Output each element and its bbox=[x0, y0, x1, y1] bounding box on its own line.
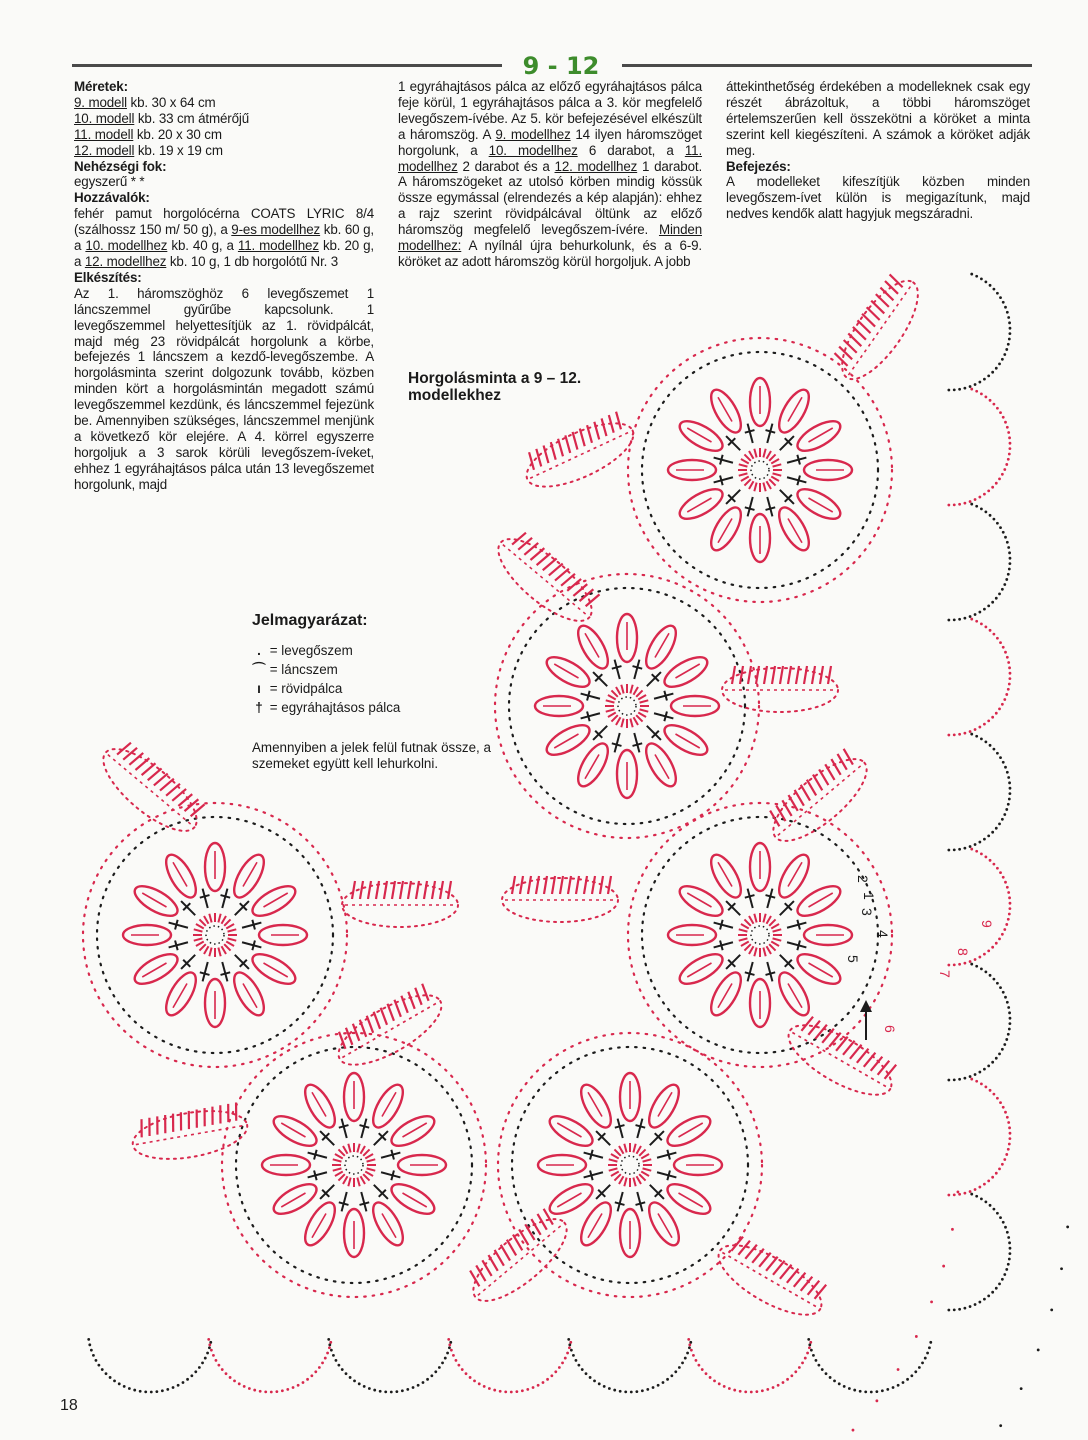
legend-item: . = levegőszem bbox=[252, 641, 400, 660]
leaf-motif bbox=[486, 524, 604, 634]
round-label: 7 bbox=[937, 970, 953, 978]
difficulty-value: egyszerű * * bbox=[74, 174, 145, 190]
page-number: 18 bbox=[60, 1397, 78, 1414]
round-label: 8 bbox=[955, 948, 971, 956]
round-label: 5 bbox=[845, 955, 861, 963]
leaf-motif bbox=[709, 1230, 832, 1328]
preparation-text: Az 1. háromszöghöz 6 levegőszemet 1 láncszemmel gyűrűbe kapcsolunk. 1 levegőszemmel helyettesítjük az 1. rövidpálcát, majd még 23 rövidpálcát horgolunk a körbe, befejezés 1 láncszem a kezdő-levegőszembe. A horgolásminta szerint dolgozunk tovább, közben minden kört a horgolásmintán megadott számú levegőszemmel kezdünk, és láncszemmel fejezünk be. Amennyiben szükséges, láncszemmel menjünk a következő kör elejére. A 4. körrel egyszerre horgoljuk a 3 sarok körüli levegőszem-íveket, ehhez 1 egyráhajtásos pálca után 13 levegőszemet horgolunk, majd bbox=[74, 285, 374, 492]
meretek-heading: Méretek: bbox=[74, 79, 128, 94]
round-label: 3 bbox=[859, 908, 875, 916]
leaf-motif bbox=[91, 734, 209, 844]
legend-item: ⌒ = láncszem bbox=[252, 662, 338, 677]
flower-motif bbox=[498, 1033, 762, 1297]
materials-text: fehér pamut horgolócérna COATS LYRIC 8/4 (szálhossz 150 m/ 50 g), a 9-es modellhez kb. 60 g, a 10. modellhez kb. 40 g, a 11. modellhez kb. 20 g, a 12. modellhez kb. 10 g, 1 db horgolótű Nr. 3 bbox=[74, 206, 374, 269]
round-label: 1 bbox=[861, 892, 877, 900]
legend bbox=[252, 641, 400, 717]
flower-motif bbox=[495, 574, 759, 838]
chain-stitch-icon: . bbox=[257, 643, 261, 658]
flower-motif bbox=[628, 803, 892, 1067]
difficulty-heading: Nehézségi fok: bbox=[74, 158, 167, 174]
leaf-motif bbox=[342, 881, 458, 927]
flower-motif bbox=[83, 803, 347, 1067]
double-crochet-icon: † bbox=[255, 700, 263, 715]
round-label: 6 bbox=[882, 1025, 898, 1033]
round-label: 4 bbox=[875, 930, 891, 938]
triangle-motifs bbox=[83, 269, 931, 1328]
size-row: 11. modell kb. 20 x 30 cm bbox=[74, 126, 222, 142]
size-row: 12. modell kb. 19 x 19 cm bbox=[74, 142, 223, 158]
finish-heading: Befejezés: bbox=[726, 158, 791, 174]
leaf-motif bbox=[517, 409, 642, 500]
legend-item: ı = rövidpálca bbox=[252, 679, 400, 698]
overview-text: áttekinthetőség érdekében a modelleknek csak egy részét ábrázoltuk, a többi háromszöget értelemszerűen kell összekötni a köröket a minta szerint kell kiegészíteni. A számok a köröket adják meg. bbox=[726, 79, 1030, 158]
chart-title: Horgolásminta a 9 – 12. modellekhez bbox=[408, 370, 582, 404]
round-label: 9 bbox=[979, 920, 995, 928]
legend-title: Jelmagyarázat: bbox=[252, 612, 368, 629]
flower-motif bbox=[628, 338, 892, 602]
legend-note: Amennyiben a jelek felül futnak össze, a szemeket együtt kell lehurkolni. bbox=[252, 740, 491, 771]
flower-motif bbox=[222, 1033, 486, 1297]
single-crochet-icon: ı bbox=[257, 681, 261, 696]
size-row: 10. modell kb. 33 cm átmérőjű bbox=[74, 110, 250, 126]
size-row: 9. modell kb. 30 x 64 cm bbox=[74, 94, 216, 110]
preparation-heading: Elkészítés: bbox=[74, 269, 142, 285]
slip-stitch-icon: ⌒ bbox=[252, 662, 266, 677]
leaf-motif bbox=[760, 744, 878, 854]
round-label: 2 bbox=[855, 875, 871, 883]
leaf-motif bbox=[460, 1204, 578, 1314]
round-labels bbox=[845, 875, 995, 1040]
finish-text: A modelleket kifeszítjük közben minden levegőszem-ívet külön is megigazítunk, majd nedves kendők alatt hagyjuk megszáradni. bbox=[726, 174, 1030, 222]
materials-heading: Hozzávalók: bbox=[74, 190, 150, 206]
leaf-motif bbox=[827, 269, 931, 390]
leaf-motif bbox=[502, 876, 618, 922]
leaf-motif bbox=[328, 980, 451, 1078]
page-title: 9 - 12 bbox=[522, 52, 600, 80]
chain-stitch-dots bbox=[87, 273, 1069, 1440]
legend-item: † = egyráhajtásos pálca bbox=[252, 698, 400, 717]
instructions-text: 1 egyráhajtásos pálca az előző egyráhajtásos pálca feje körül, 1 egyráhajtásos pálca a 3. kör megfelelő levegőszem-ívébe. Az 5. kör befejezésével elkészült a háromszög. A 9. modellhez 14 ilyen háromszöget horgolunk, a 10. modellhez 6 darabot, a 11. modellhez 2 darabot és a 12. modellhez 1 darabot. A háromszögeket az utolsó körben mindig kössük össze egymással (elrendezés a kép alapján): ehhez a rajz szerint rövidpálcával öltünk az előző háromszög megfelelő levegőszem-ívére. Minden modellhez: A nyílnál újra behurkolunk, és a 6-9. köröket az adott háromszög körül horgoljuk. A jobb bbox=[398, 79, 703, 269]
